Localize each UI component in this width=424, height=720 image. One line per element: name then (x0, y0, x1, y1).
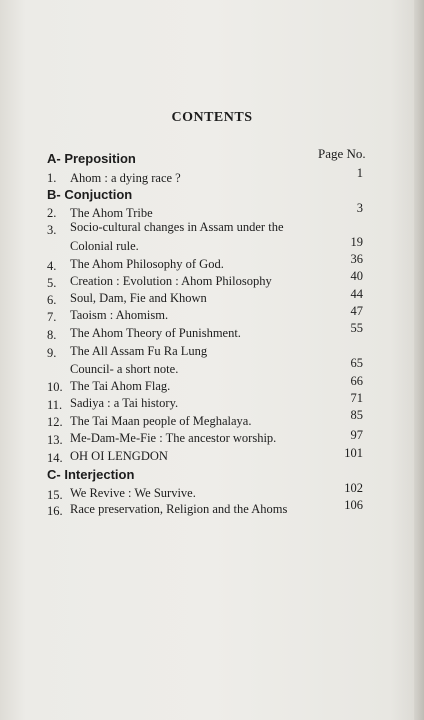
entry-title: Race preservation, Religion and the Ahoms (70, 502, 288, 516)
section-heading-a: A- Preposition (47, 151, 136, 166)
entry-page: 55 (350, 321, 363, 335)
entry-page: 44 (350, 287, 363, 301)
entry-page: 97 (350, 428, 363, 442)
entry-title: The Tai Maan people of Meghalaya. (70, 414, 252, 428)
entry-number: 14. (47, 451, 63, 465)
entry-page: 71 (350, 391, 363, 405)
entry-title: The Tai Ahom Flag. (70, 379, 171, 393)
entry-page: 102 (344, 481, 363, 495)
entry-number: 5. (47, 276, 57, 290)
entry-number: 4. (47, 259, 57, 273)
entry-page: 106 (344, 498, 363, 512)
entry-title: The All Assam Fu Ra Lung (70, 344, 208, 358)
entry-page: 101 (344, 446, 363, 460)
entry-title: Me-Dam-Me-Fie : The ancestor worship. (70, 431, 277, 445)
page-number-column-header: Page No. (318, 146, 366, 161)
entry-number: 2. (47, 206, 57, 220)
entry-title: OH OI LENGDON (70, 449, 168, 463)
section-heading-c: C- Interjection (47, 467, 135, 482)
entry-page: 36 (350, 252, 363, 266)
entry-number: 6. (47, 293, 57, 307)
entry-title: We Revive : We Survive. (70, 486, 196, 500)
entry-number: 13. (47, 433, 63, 447)
entry-page: 1 (356, 166, 363, 180)
entry-title: Taoism : Ahomism. (70, 308, 169, 322)
entry-page: 65 (350, 356, 363, 370)
contents-title: CONTENTS (171, 110, 253, 125)
entry-page: 47 (350, 304, 363, 318)
entry-title: The Ahom Tribe (70, 206, 153, 220)
entry-number: 7. (47, 310, 57, 324)
entry-title: Soul, Dam, Fie and Khown (70, 291, 207, 305)
entry-page: 85 (350, 408, 363, 422)
entry-page: 40 (350, 269, 363, 283)
entry-number: 8. (47, 328, 57, 342)
entry-number: 9. (47, 346, 57, 360)
entry-page: 3 (356, 201, 363, 215)
entry-title: Creation : Evolution : Ahom Philosophy (70, 274, 272, 288)
entry-title-continued: Colonial rule. (70, 239, 139, 253)
entry-number: 11. (47, 398, 63, 412)
entry-title: Sadiya : a Tai history. (70, 396, 179, 410)
entry-number: 15. (47, 488, 63, 502)
entry-page: 19 (350, 235, 363, 249)
page-spine-shadow (414, 0, 424, 720)
entry-number: 12. (47, 415, 63, 429)
section-heading-b: B- Conjuction (47, 187, 133, 202)
entry-title: Socio-cultural changes in Assam under the (70, 220, 284, 234)
entry-page: 66 (350, 374, 363, 388)
entry-number: 16. (47, 504, 63, 518)
entry-title-continued: Council- a short note. (70, 362, 179, 376)
entry-number: 1. (47, 171, 57, 185)
entry-number: 10. (47, 380, 63, 394)
entry-title: The Ahom Theory of Punishment. (70, 326, 241, 340)
entry-number: 3. (47, 223, 57, 237)
entry-title: Ahom : a dying race ? (70, 171, 181, 185)
entry-title: The Ahom Philosophy of God. (70, 257, 224, 271)
